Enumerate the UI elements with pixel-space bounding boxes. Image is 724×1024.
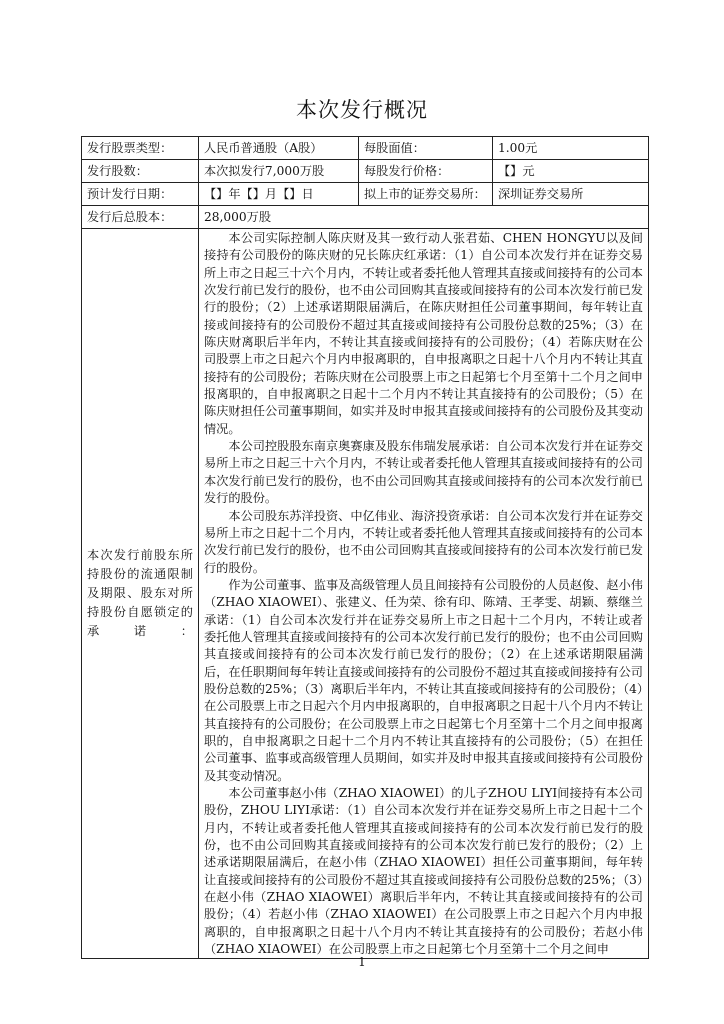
page-title: 本次发行概况 <box>296 98 428 122</box>
issue-date-label: 预计发行日期： <box>82 183 199 206</box>
table-row-shares-issued <box>82 160 649 183</box>
issue-price-value: 【】元 <box>493 160 649 183</box>
page-number: 1 <box>358 955 366 969</box>
shares-issued-label: 发行股数： <box>82 160 199 183</box>
stock-type-value: 人民币普通股（A股） <box>199 137 359 160</box>
par-value-value: 1.00元 <box>493 137 649 160</box>
total-shares-value: 28,000万股 <box>199 206 649 229</box>
lockup-paragraph-zhou-liyi: 本公司董事赵小伟（ZHAO XIAOWEI）的儿子ZHOU LIYI间接持有本公司股份，ZHOU LIYI承诺：（1）自公司本次发行并在证券交易所上市之日起十二个月内，不转让或者委托他人管理其直接或间接持有的公司本次发行前已发行的股份，也不由公司回购其直接或间接持有的公司本次发行前已发行的股份；（2）上述承诺期限届满后，在赵小伟（ZHAO XIAOWEI）担任公司董事期间，每年转让直接或间接持有的公司股份不超过其直接或间接持有公司股份总数的25%；（3）在赵小伟（ZHAO XIAOWEI）离职后半年内，不转让其直接或间接持有的公司股份；（4）若赵小伟（ZHAO XIAOWEI）在公司股票上市之日起六个月内申报离职的，自申报离职之日起十八个月内不转让其直接持有的公司股份；若赵小伟（ZHAO XIAOWEI）在公司股票上市之日起第七个月至第十二个月之间申 <box>204 786 643 957</box>
lockup-paragraph-controller: 本公司实际控制人陈庆财及其一致行动人张君茹、CHEN HONGYU以及间接持有公司股份的陈庆财的兄长陈庆红承诺：（1）自公司本次发行并在证券交易所上市之日起三十六个月内，不转让或者委托他人管理其直接或间接持有的公司本次发行前已发行的股份，也不由公司回购其直接或间接持有的公司本次发行前已发行的股份；（2）上述承诺期限届满后，在陈庆财担任公司董事期间，每年转让直接或间接持有的公司股份不超过其直接或间接持有公司股份总数的25%；（3）在陈庆财离职后半年内，不转让其直接或间接持有的公司股份；（4）若陈庆财在公司股票上市之日起六个月内申报离职的，自申报离职之日起十八个月内不转让其直接持有的公司股份；若陈庆财在公司股票上市之日起第七个月至第十二个月之间申报离职的，自申报离职之日起十二个月内不转让其直接持有的公司股份；（5）在陈庆财担任公司董事期间，如实并及时申报其直接或间接持有的公司股份及其变动情况。 <box>204 231 643 436</box>
lockup-content <box>199 229 649 959</box>
lockup-paragraph-other-shareholders: 本公司股东苏洋投资、中亿伟业、海济投资承诺：自公司本次发行并在证券交易所上市之日起十二个月内，不转让或者委托他人管理其直接或间接持有的公司本次发行前已发行的股份，也不由公司回购其直接或间接持有的公司本次发行前已发行的股份。 <box>204 508 643 575</box>
shares-issued-value: 本次拟发行7,000万股 <box>199 160 359 183</box>
exchange-label: 拟上市的证券交易所： <box>359 183 493 206</box>
lockup-label: 本次发行前股东所持股份的流通限制及期限、股东对所持股份自愿锁定的承诺： <box>82 229 199 959</box>
table-row-issue-date <box>82 183 649 206</box>
exchange-value: 深圳证券交易所 <box>493 183 649 206</box>
total-shares-label: 发行后总股本： <box>82 206 199 229</box>
table-row-total-shares <box>82 206 649 229</box>
stock-type-label: 发行股票类型： <box>82 137 199 160</box>
table-row-lockup <box>82 229 649 959</box>
lockup-paragraph-controlling-shareholder: 本公司控股股东南京奥赛康及股东伟瑞发展承诺：自公司本次发行并在证券交易所上市之日起三十六个月内，不转让或者委托他人管理其直接或间接持有的公司本次发行前已发行的股份，也不由公司回购其直接或间接持有的公司本次发行前已发行的股份。 <box>204 439 643 506</box>
issue-date-value: 【】年【】月【】日 <box>199 183 359 206</box>
lockup-paragraph-directors: 作为公司董事、监事及高级管理人员且间接持有公司股份的人员赵俊、赵小伟（ZHAO XIAOWEI）、张建义、任为荣、徐有印、陈靖、王孝雯、胡颖、蔡继兰承诺：（1）自公司本次发行并在证券交易所上市之日起十二个月内，不转让或者委托他人管理其直接或间接持有的公司本次发行前已发行的股份；也不由公司回购其直接或间接持有的公司本次发行前已发行的股份；（2）在上述承诺期限届满后，在任职期间每年转让直接或间接持有的公司股份不超过其直接或间接持有公司股份总数的25%；（3）离职后半年内，不转让其直接或间接持有的公司股份；（4）在公司股票上市之日起六个月内申报离职的，自申报离职之日起十八个月内不转让其直接持有的公司股份；在公司股票上市之日起第七个月至第十二个月之间申报离职的，自申报离职之日起十二个月内不转让其直接持有的公司股份；（5）在担任公司董事、监事或高级管理人员期间，如实并及时申报其直接或间接持有公司股份及其变动情况。 <box>204 577 643 783</box>
table-row-stock-type <box>82 137 649 160</box>
offering-summary-table <box>81 136 649 959</box>
issue-price-label: 每股发行价格： <box>359 160 493 183</box>
par-value-label: 每股面值： <box>359 137 493 160</box>
